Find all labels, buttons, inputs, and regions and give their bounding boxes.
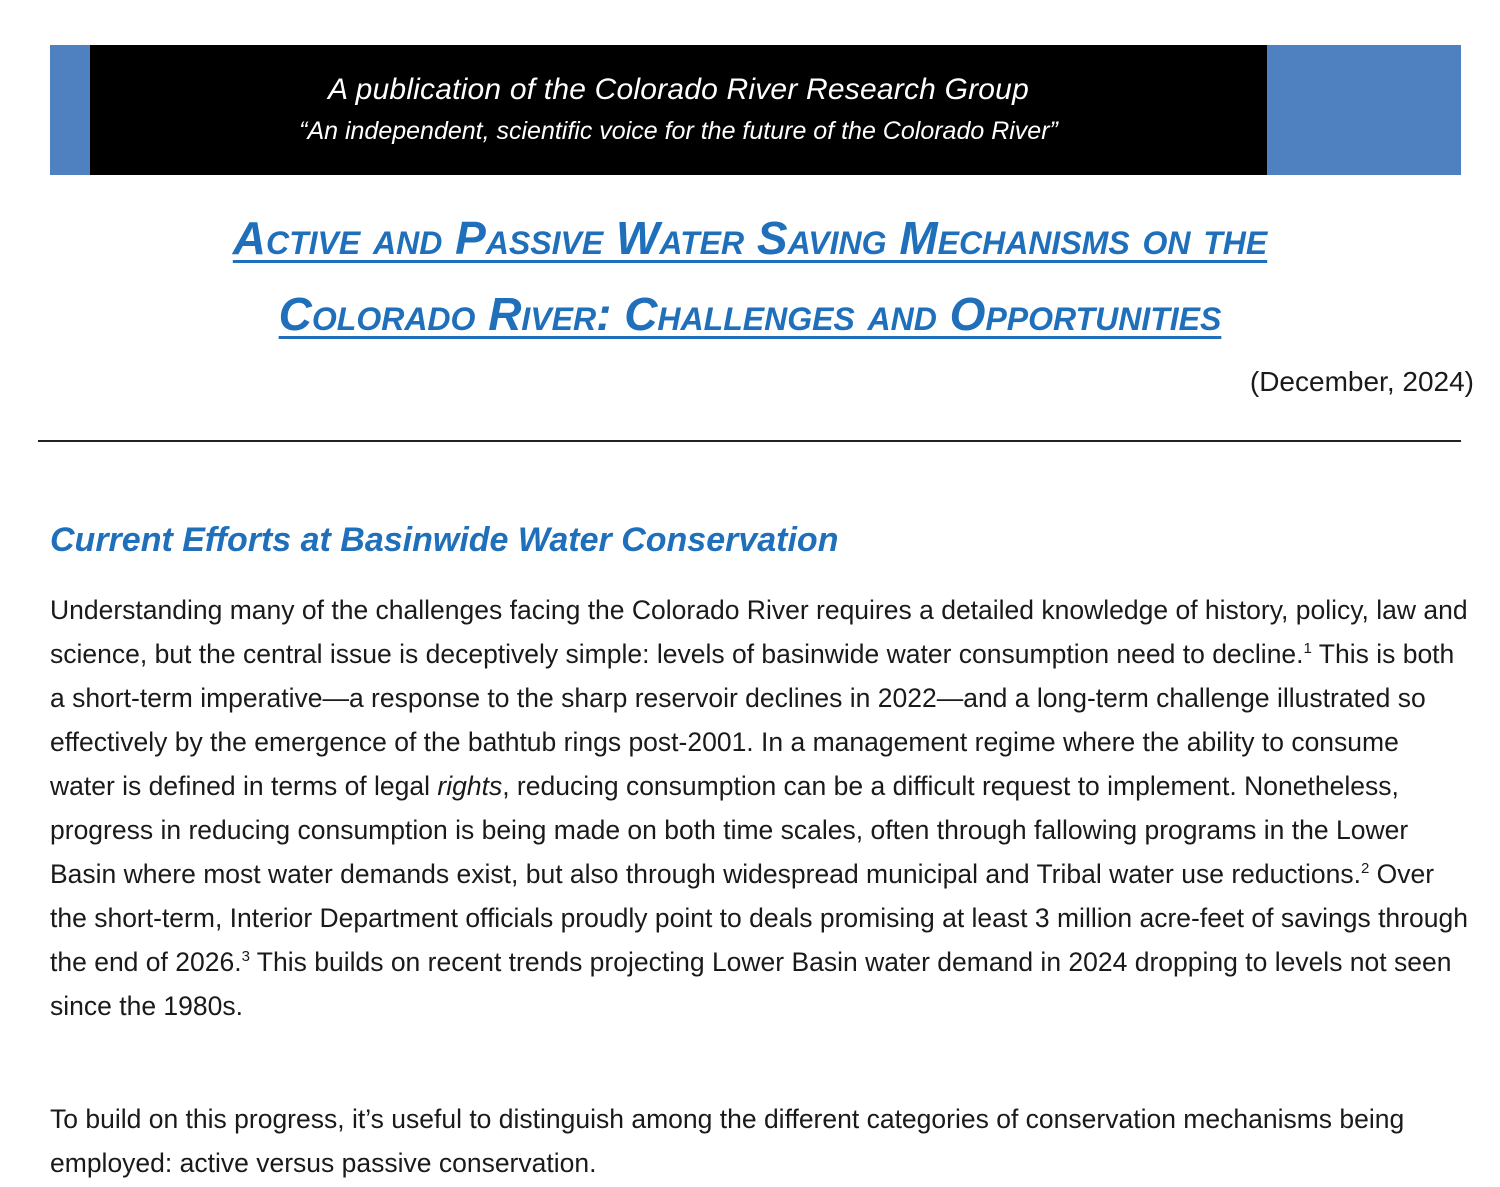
paragraph-text: This is both a short-term imperative—a response to the sharp reservoir declines in 2022—and a long-term challenge illustrated so effectively by the emergence of the bathtub rings post-2001. In a management regime where the ability to consume water is defined in terms of legal bbox=[50, 639, 1455, 801]
section-heading: Current Efforts at Basinwide Water Conservation bbox=[50, 521, 839, 559]
paragraph-text: This builds on recent trends projecting Lower Basin water demand in 2024 dropping to levels not seen since the 1980s. bbox=[50, 947, 1452, 1021]
document-title bbox=[40, 200, 1460, 352]
footnote-ref-2[interactable]: 2 bbox=[1360, 860, 1370, 877]
publication-date: (December, 2024) bbox=[1249, 366, 1474, 397]
paragraph-text: , reducing consumption can be a difficult request to implement. Nonetheless, progress in reducing consumption is being made on both time scales, often through fallowing programs in the Lower Basin where most water demands exist, but also through widespread municipal and Tribal water use reductions. bbox=[50, 771, 1409, 889]
paragraph-text: Over the short-term, Interior Department officials proudly point to deals promising at least 3 million acre-feet of savings through the end of 2026. bbox=[50, 859, 1468, 977]
body-paragraph-2: To build on this progress, it’s useful to distinguish among the different categories of conservation mechanisms being employed: active versus passive conservation. bbox=[50, 1104, 1405, 1178]
title-line-1: Active and Passive Water Saving Mechanisms on the bbox=[232, 212, 1268, 264]
body-paragraph-1 bbox=[50, 588, 1470, 1028]
banner-publisher-line: A publication of the Colorado River Research Group bbox=[328, 73, 1029, 106]
emphasis-text: rights bbox=[437, 771, 503, 801]
footnote-ref-3[interactable]: 3 bbox=[241, 948, 250, 965]
publication-banner bbox=[50, 45, 1461, 175]
paragraph-text: Understanding many of the challenges facing the Colorado River requires a detailed knowledge of history, policy, law and science, but the central issue is deceptively simple: levels of basinwide water consumption need to decline. bbox=[50, 595, 1468, 669]
banner-tagline: “An independent, scientific voice for the future of the Colorado River” bbox=[299, 117, 1058, 145]
horizontal-divider bbox=[38, 440, 1461, 442]
title-line-2: Colorado River: Challenges and Opportunities bbox=[278, 288, 1222, 340]
footnote-ref-1[interactable]: 1 bbox=[1303, 640, 1312, 657]
banner-text-block bbox=[90, 45, 1267, 175]
